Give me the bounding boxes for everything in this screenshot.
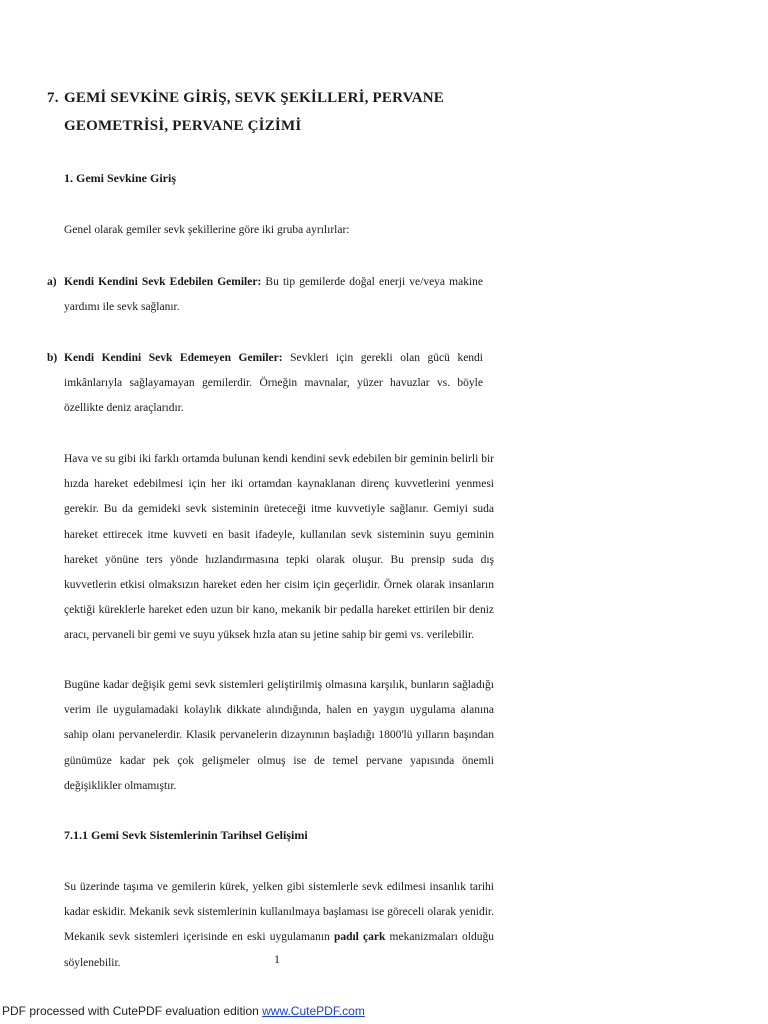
chapter-title-text: GEMİ SEVKİNE GİRİŞ, SEVK ŞEKİLLERİ, PERVANE GEOMETRİSİ, PERVANE ÇİZİMİ [64, 90, 444, 134]
section-heading-711: 7.1.1 Gemi Sevk Sistemlerinin Tarihsel Gelişimi [64, 828, 308, 842]
list-item-text: Bu tip gemilerde doğal enerji ve/veya makine yardımı ile sevk sağlanır. [64, 276, 483, 314]
list-item-label: Kendi Kendini Sevk Edebilen Gemiler: [64, 276, 262, 288]
paragraph3-text-after: mekanizmaları olduğu söylenebilir. [64, 931, 494, 969]
list-marker: a) [47, 276, 57, 288]
list-marker: b) [47, 352, 58, 364]
body-paragraph-1: Hava ve su gibi iki farklı ortamda bulunan kendi kendini sevk edebilen bir geminin belirli bir hızda hareket edebilmesi için her iki ortamdan kaynaklanan direnç kuvvetlerini yenmesi gerekir. Bu da gemideki sevk sisteminin üreteceği itme kuvvetiyle sağlanır. Gemiyi suda hareket ettirecek itme kuvveti en basit ifadeyle, kullanılan sevk sisteminin suyu geminin hareket yönüne ters yönde hızlandırmasına tepki olarak oluşur. Bu prensip suda dış kuvvetlerin etkisi olmaksızın hareket eden her cisim için geçerlidir. Örnek olarak insanların çektiği küreklerle hareket eden uzun bir kano, mekanik bir pedalla hareket ettirilen bir deniz aracı, pervaneli bir gemi ve suyu yüksek hızla atan su jetine sahip bir gemi vs. verilebilir. [64, 453, 494, 642]
paragraph3-text-before: Su üzerinde taşıma ve gemilerin kürek, yelken gibi sistemlerle sevk edilmesi insanlık tarihi kadar eskidir. Mekanik sevk sistemlerinin kullanılmaya başlaması ise göreceli olarak yenidir. Mekanik sevk sistemleri içerisinde en eski uygulamanın [64, 881, 494, 944]
list-item-b [47, 346, 483, 422]
list-item-body [47, 346, 483, 422]
footer-link[interactable]: www.CutePDF.com [262, 1004, 365, 1018]
list-item-label: Kendi Kendini Sevk Edemeyen Gemiler: [64, 352, 283, 364]
footer-text: PDF processed with CutePDF evaluation edition [2, 1004, 263, 1018]
section-heading-1: 1. Gemi Sevkine Giriş [64, 171, 176, 185]
chapter-number: 7. [47, 90, 59, 106]
page-number: 1 [274, 952, 280, 966]
pdf-footer [2, 1004, 365, 1018]
chapter-title [47, 84, 507, 140]
list-item-a [47, 270, 483, 320]
intro-paragraph: Genel olarak gemiler sevk şekillerine göre iki gruba ayrılırlar: [64, 224, 350, 236]
paragraph3-bold-term: padıl çark [333, 931, 386, 944]
list-item-body [47, 270, 483, 320]
body-paragraph-2: Bugüne kadar değişik gemi sevk sistemleri geliştirilmiş olmasına karşılık, bunların sağladığı verim ile uygulamadaki kolaylık dikkate alındığında, halen en yaygın uygulama alanına sahip olanı pervanelerdir. Klasik pervanelerin dizaynının başladığı 1800'lü yılların başından günümüze kadar pek çok gelişmeler olmuş ise de temel pervane yapısında önemli değişiklikler olmamıştır. [64, 679, 494, 792]
list-item-text: Sevkleri için gerekli olan gücü kendi imkânlarıyla sağlayamayan gemilerdir. Örneğin mavnalar, yüzer havuzlar vs. böyle özellikte deniz araçlarıdır. [64, 352, 483, 415]
